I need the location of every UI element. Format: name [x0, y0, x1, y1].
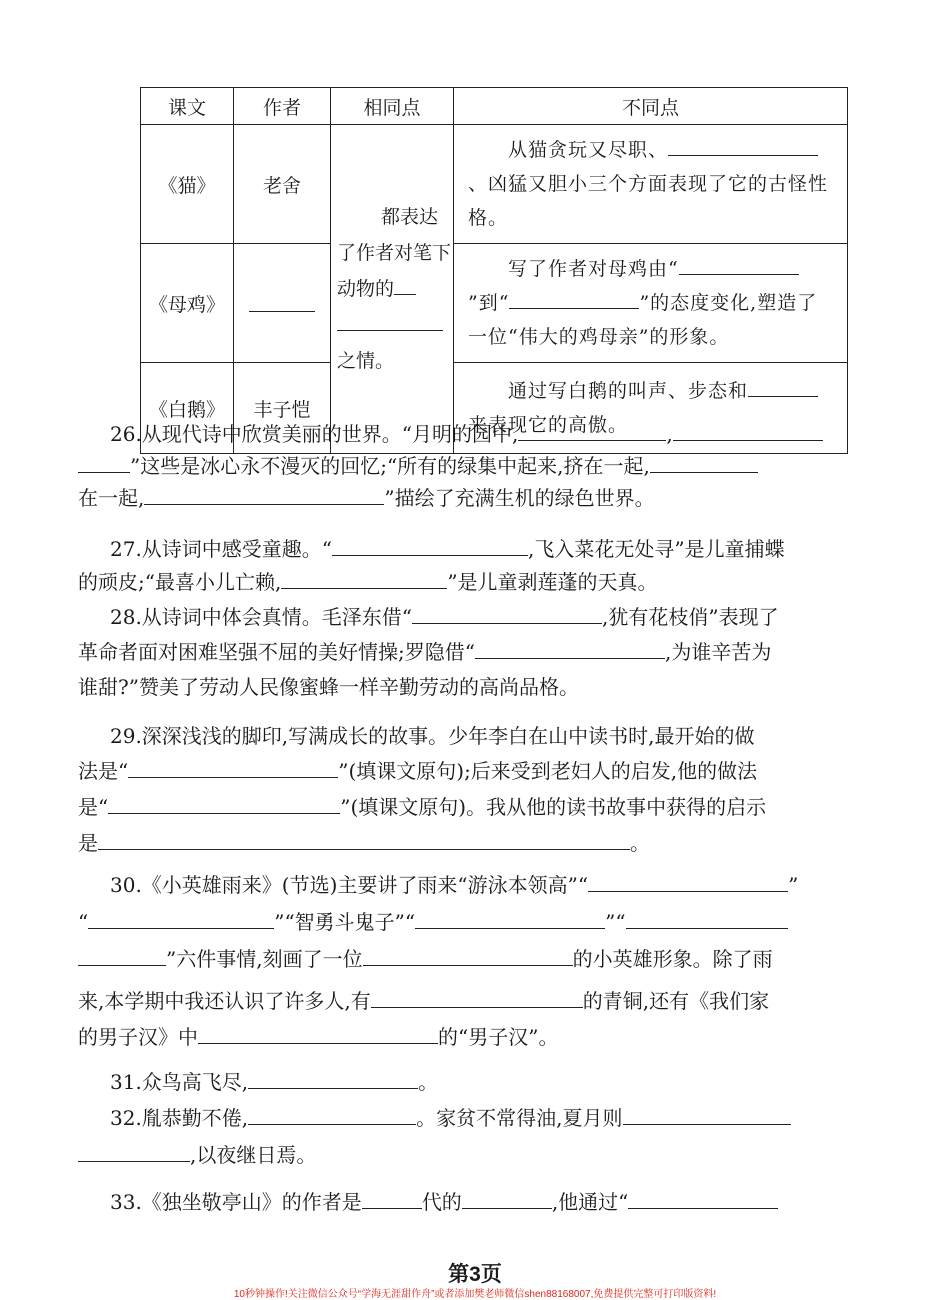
q32-line1: [110, 1102, 791, 1131]
same-text-a: 都表达: [381, 206, 439, 228]
footer-promo: 10秒钟操作!关注微信公众号“学海无涯甜作舟”或者添加樊老师微信shen88168007,免费提供完整可打印版资料!: [233, 1289, 717, 1300]
q28-line2: [78, 636, 771, 665]
q30-blank-8[interactable]: [198, 1023, 438, 1044]
q30-line2: [78, 906, 788, 935]
row-author-blank[interactable]: [234, 244, 331, 363]
q26-text: 26.从现代诗中欣赏美丽的世界。“月明的园中,: [110, 422, 519, 446]
diff-cell-hen: [454, 244, 848, 363]
q30-text: ”“: [605, 910, 626, 934]
q31-line1: [110, 1066, 438, 1095]
q26-text: ”描绘了充满生机的绿色世界。: [384, 486, 655, 510]
q33-blank-3[interactable]: [628, 1188, 778, 1209]
q31-text: 31.众鸟高飞尽,: [110, 1070, 249, 1094]
q30-text: 来,本学期中我还认识了许多人,有: [78, 989, 371, 1013]
q26-line1: [110, 418, 823, 447]
q30-blank-3[interactable]: [415, 908, 605, 929]
header-author: 作者: [234, 88, 331, 125]
q30-text: 的小英雄形象。除了雨: [572, 947, 773, 971]
q28-text: 谁甜?”赞美了劳动人民像蜜蜂一样辛勤劳动的高尚品格。: [78, 675, 579, 699]
same-text-c: 之情。: [337, 350, 395, 372]
q27-line2: [78, 566, 658, 595]
q31-blank-1[interactable]: [248, 1068, 418, 1089]
q33-blank-2[interactable]: [462, 1188, 552, 1209]
header-same: 相同点: [331, 88, 454, 125]
q30-text: ”“智勇斗鬼子”“: [274, 910, 416, 934]
q26-blank-1[interactable]: [518, 420, 666, 441]
blank-goose[interactable]: [748, 374, 818, 397]
q28-line3: [78, 671, 579, 700]
q27-blank-1[interactable]: [332, 535, 528, 556]
q29-text: 。: [630, 831, 650, 855]
q29-text: 法是“: [78, 759, 129, 783]
q26-blank-5[interactable]: [144, 484, 384, 505]
q26-text: ”这些是冰心永不漫灭的回忆;“所有的绿集中起来,挤在一起,: [130, 454, 650, 478]
q30-blank-4[interactable]: [626, 908, 788, 929]
q29-text: 29.深深浅浅的脚印,写满成长的故事。少年李白在山中读书时,最开始的做: [110, 724, 755, 748]
comparison-table: [140, 87, 848, 454]
diff-text: ”的态度变化,塑造了一位“伟大的鸡母亲”的形象。: [468, 292, 818, 348]
q26-text: ,: [666, 422, 673, 446]
q29-text: ”(填课文原句)。我从他的读书故事中获得的启示: [340, 795, 767, 819]
q27-text: ”是儿童剥莲蓬的天真。: [447, 570, 658, 594]
q32-blank-3[interactable]: [78, 1141, 190, 1162]
q30-text: 的“男子汉”。: [438, 1025, 559, 1049]
blank-feeling-2[interactable]: [337, 308, 443, 331]
q27-line1: [110, 533, 785, 562]
q29-text: 是: [78, 831, 98, 855]
q30-text: 30.《小英雄雨来》(节选)主要讲了雨来“游泳本领高”“: [110, 873, 589, 897]
q29-line4: [78, 827, 650, 856]
table-header-row: [141, 88, 848, 125]
q26-blank-3[interactable]: [78, 452, 130, 473]
q28-text: ,犹有花枝俏”表现了: [602, 605, 779, 629]
q30-text: 的青铜,还有《我们家: [582, 989, 770, 1013]
blank-cat[interactable]: [668, 133, 818, 156]
diff-text: 通过写白鹅的叫声、步态和: [508, 380, 749, 402]
q30-text: 的男子汉》中: [78, 1025, 198, 1049]
q32-text: ,以夜继日焉。: [190, 1143, 317, 1167]
row-author: 丰子恺: [234, 363, 331, 454]
q30-line3: [78, 943, 773, 972]
q30-blank-6[interactable]: [363, 945, 573, 966]
q29-blank-3[interactable]: [98, 829, 630, 850]
q30-blank-2[interactable]: [88, 908, 274, 929]
header-diff: 不同点: [454, 88, 848, 125]
q30-line4: [78, 985, 769, 1014]
q28-line1: [110, 601, 779, 630]
q26-text: 在一起,: [78, 486, 145, 510]
diff-text: ”到“: [468, 292, 510, 314]
blank-hen-2[interactable]: [509, 286, 639, 309]
q28-blank-1[interactable]: [412, 603, 602, 624]
q30-text: ”六件事情,刻画了一位: [166, 947, 363, 971]
q32-text: 32.胤恭勤不倦,: [110, 1106, 249, 1130]
q30-text: “: [78, 910, 89, 934]
q27-text: 的顽皮;“最喜小儿亡赖,: [78, 570, 282, 594]
row-author: 老舍: [234, 125, 331, 244]
diff-text: 来表现它的高傲。: [468, 414, 629, 436]
q32-blank-2[interactable]: [623, 1104, 791, 1125]
q29-line3: [78, 791, 766, 820]
q28-text: 28.从诗词中体会真情。毛泽东借“: [110, 605, 413, 629]
q33-line1: [110, 1186, 778, 1215]
q29-text: ”(填课文原句);后来受到老妇人的启发,他的做法: [338, 759, 758, 783]
q33-blank-1[interactable]: [362, 1188, 422, 1209]
q30-text: ”: [788, 873, 799, 897]
q30-blank-7[interactable]: [371, 987, 583, 1008]
blank-feeling-1[interactable]: [394, 272, 416, 295]
table-row: [141, 244, 848, 363]
q30-line5: [78, 1021, 558, 1050]
q29-text: 是“: [78, 795, 109, 819]
q27-text: ,飞入菜花无处寻”是儿童捕蝶: [528, 537, 785, 561]
q28-text: ,为谁辛苦为: [664, 640, 772, 664]
same-text-b: 了作者对笔下动物的: [337, 242, 452, 300]
q26-line2: [78, 450, 758, 479]
diff-text: 从猫贪玩又尽职、: [508, 139, 669, 161]
diff-cell-cat: [454, 125, 848, 244]
q32-blank-1[interactable]: [248, 1104, 416, 1125]
q33-text: ,他通过“: [551, 1190, 629, 1214]
q31-text: 。: [418, 1070, 439, 1094]
header-text: 课文: [141, 88, 234, 125]
row-title: 《母鸡》: [141, 244, 234, 363]
q27-text: 27.从诗词中感受童趣。“: [110, 537, 333, 561]
diff-text: 写了作者对母鸡由“: [508, 258, 679, 280]
q32-line2: [78, 1139, 316, 1168]
q29-line2: [78, 755, 757, 784]
q33-text: 33.《独坐敬亭山》的作者是: [110, 1190, 362, 1214]
page-number: 第3页: [448, 1263, 502, 1286]
q30-line1: [110, 869, 798, 898]
q30-blank-5[interactable]: [78, 945, 166, 966]
q30-blank-1[interactable]: [588, 871, 788, 892]
blank-author[interactable]: [249, 289, 315, 312]
q28-blank-2[interactable]: [475, 638, 665, 659]
q26-line3: [78, 482, 655, 511]
same-cell: [331, 125, 454, 454]
q28-text: 革命者面对困难坚强不屈的美好情操;罗隐借“: [78, 640, 475, 664]
q29-line1: [110, 720, 755, 749]
row-title: 《猫》: [141, 125, 234, 244]
q26-blank-2[interactable]: [673, 420, 823, 441]
q26-blank-4[interactable]: [650, 452, 758, 473]
row-title: 《白鹅》: [141, 363, 234, 454]
blank-hen-1[interactable]: [679, 252, 799, 275]
q29-blank-1[interactable]: [128, 757, 338, 778]
diff-text: 、凶猛又胆小三个方面表现了它的古怪性格。: [468, 173, 829, 229]
q32-text: 。家贫不常得油,夏月则: [416, 1106, 623, 1130]
q29-blank-2[interactable]: [108, 793, 340, 814]
q27-blank-2[interactable]: [281, 568, 447, 589]
q33-text: 代的: [421, 1190, 462, 1214]
table-row: [141, 125, 848, 244]
